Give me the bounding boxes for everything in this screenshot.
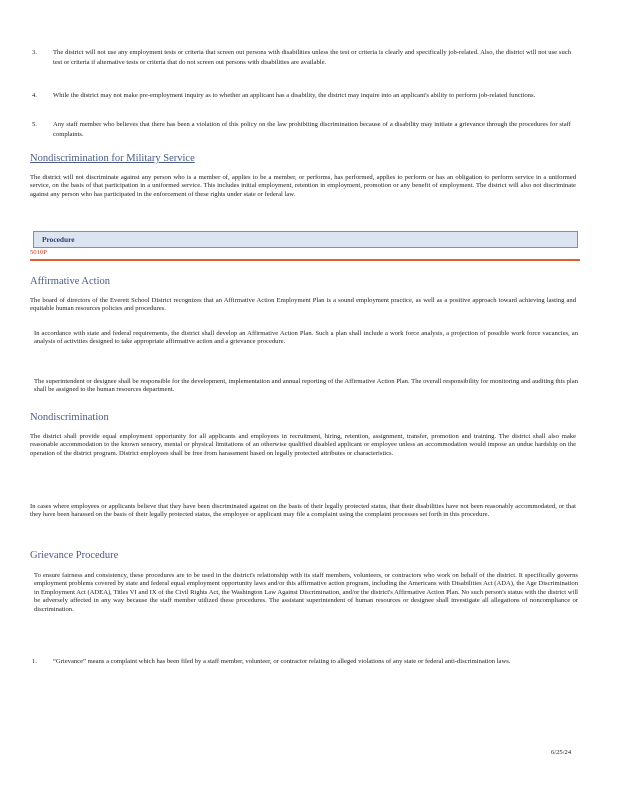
military-paragraph: The district will not discriminate against any person who is a member of, applies to be a member, or performs, has performed, applies to perform or has an obligation to perform service in a uniformed service, on the basis of that participation in a uniformed service. This includes initial employment, retention in employment, promotion or any benefit of employment. The district will also not discriminate against any person who has participated in the enforcement of these rights under state or federal law. [30,174,576,198]
affirmative-heading: Affirmative Action [30,276,110,287]
grievance-paragraph: To ensure fairness and consistency, these procedures are to be used in the district's relationship with its staff members, volunteers, or contractors who work on behalf of the district. It specifically governs employment problems covered by state and federal equal employment opportunity laws and/or this affirmative action program, including the Americans with Disabilities Act (ADA), the Age Discrimination in Employment Act (ADEA), Titles VI and IX of the Civil Rights Act, the Washington Law Against Discrimination, and/or the district's Affirmative Action Plan. No such person's status with the district will be adversely affected in any way because the staff member utilized these procedures. The assistant superintendent of human resources or designee shall investigate all allegations of noncompliance or discrimination. [34,572,578,613]
procedure-banner [33,231,578,248]
affirmative-paragraph: The superintendent or designee shall be responsible for the development, implementation and annual reporting of the Affirmative Action Plan. The overall responsibility for monitoring and auditing this plan shall be assigned to the human resources department. [34,378,578,394]
military-heading: Nondiscrimination for Military Service [30,153,195,164]
nondiscrimination-paragraph: In cases where employees or applicants believe that they have been discriminated against on the basis of their legally protected status, that their disabilities have not been reasonably accommodated, or that they have been harassed on the basis of their legally protected status, the employee or applicant may file a complaint using the complaint processes set forth in this procedure. [30,503,576,519]
nondiscrimination-heading: Nondiscrimination [30,412,109,423]
footer-date: 6/25/24 [551,749,572,756]
list-number: 3. [32,49,37,56]
list-text: Any staff member who believes that there has been a violation of this policy on the law prohibiting discrimination because of a disability may initiate a grievance through the procedures for staff complaints. [53,121,571,138]
policy-code: 5010P [30,249,47,256]
list-text: While the district may not make pre-employment inquiry as to whether an applicant has a disability, the district may inquire into an applicant's ability to perform job-related functions. [53,92,536,99]
list-number: 5. [32,121,37,128]
nondiscrimination-paragraph: The district shall provide equal employment opportunity for all applicants and employees in recruitment, hiring, retention, assignment, transfer, promotion and training. The district shall also make reasonable accommodation to the known sensory, mental or physical limitations of an otherwise qualified disabled applicant or employee unless an accommodation would impose an undue hardship on the operation of the district program. District employees shall be free from harassment based on legally protected attributes or characteristics. [30,433,576,457]
grievance-heading: Grievance Procedure [30,550,119,561]
affirmative-paragraph: In accordance with state and federal requirements, the district shall develop an Affirmative Action Plan. Such a plan shall include a work force analysis, a projection of possible work force vacancies, an analysis of activities designed to take appropriate affirmative action and a grievance procedure. [34,330,578,346]
affirmative-paragraph: The board of directors of the Everett School District recognizes that an Affirmative Action Employment Plan is a sound employment practice, as well as a positive approach toward achieving lasting and equitable human resources policies and procedures. [30,297,576,313]
list-number: 4. [32,92,37,99]
list-text: “Grievance” means a complaint which has been filed by a staff member, volunteer, or contractor relating to alleged violations of any state or federal anti-discrimination laws. [53,658,511,665]
section-divider [30,259,580,261]
procedure-label: Procedure [42,235,75,244]
list-number: 1. [32,658,37,665]
list-text: The district will not use any employment tests or criteria that screen out persons with disabilities unless the test or criteria is clearly and specifically job-related. Also, the district will not use such test or criteria if alternative tests or criteria that do not screen out persons with disabilities are available. [53,49,571,66]
